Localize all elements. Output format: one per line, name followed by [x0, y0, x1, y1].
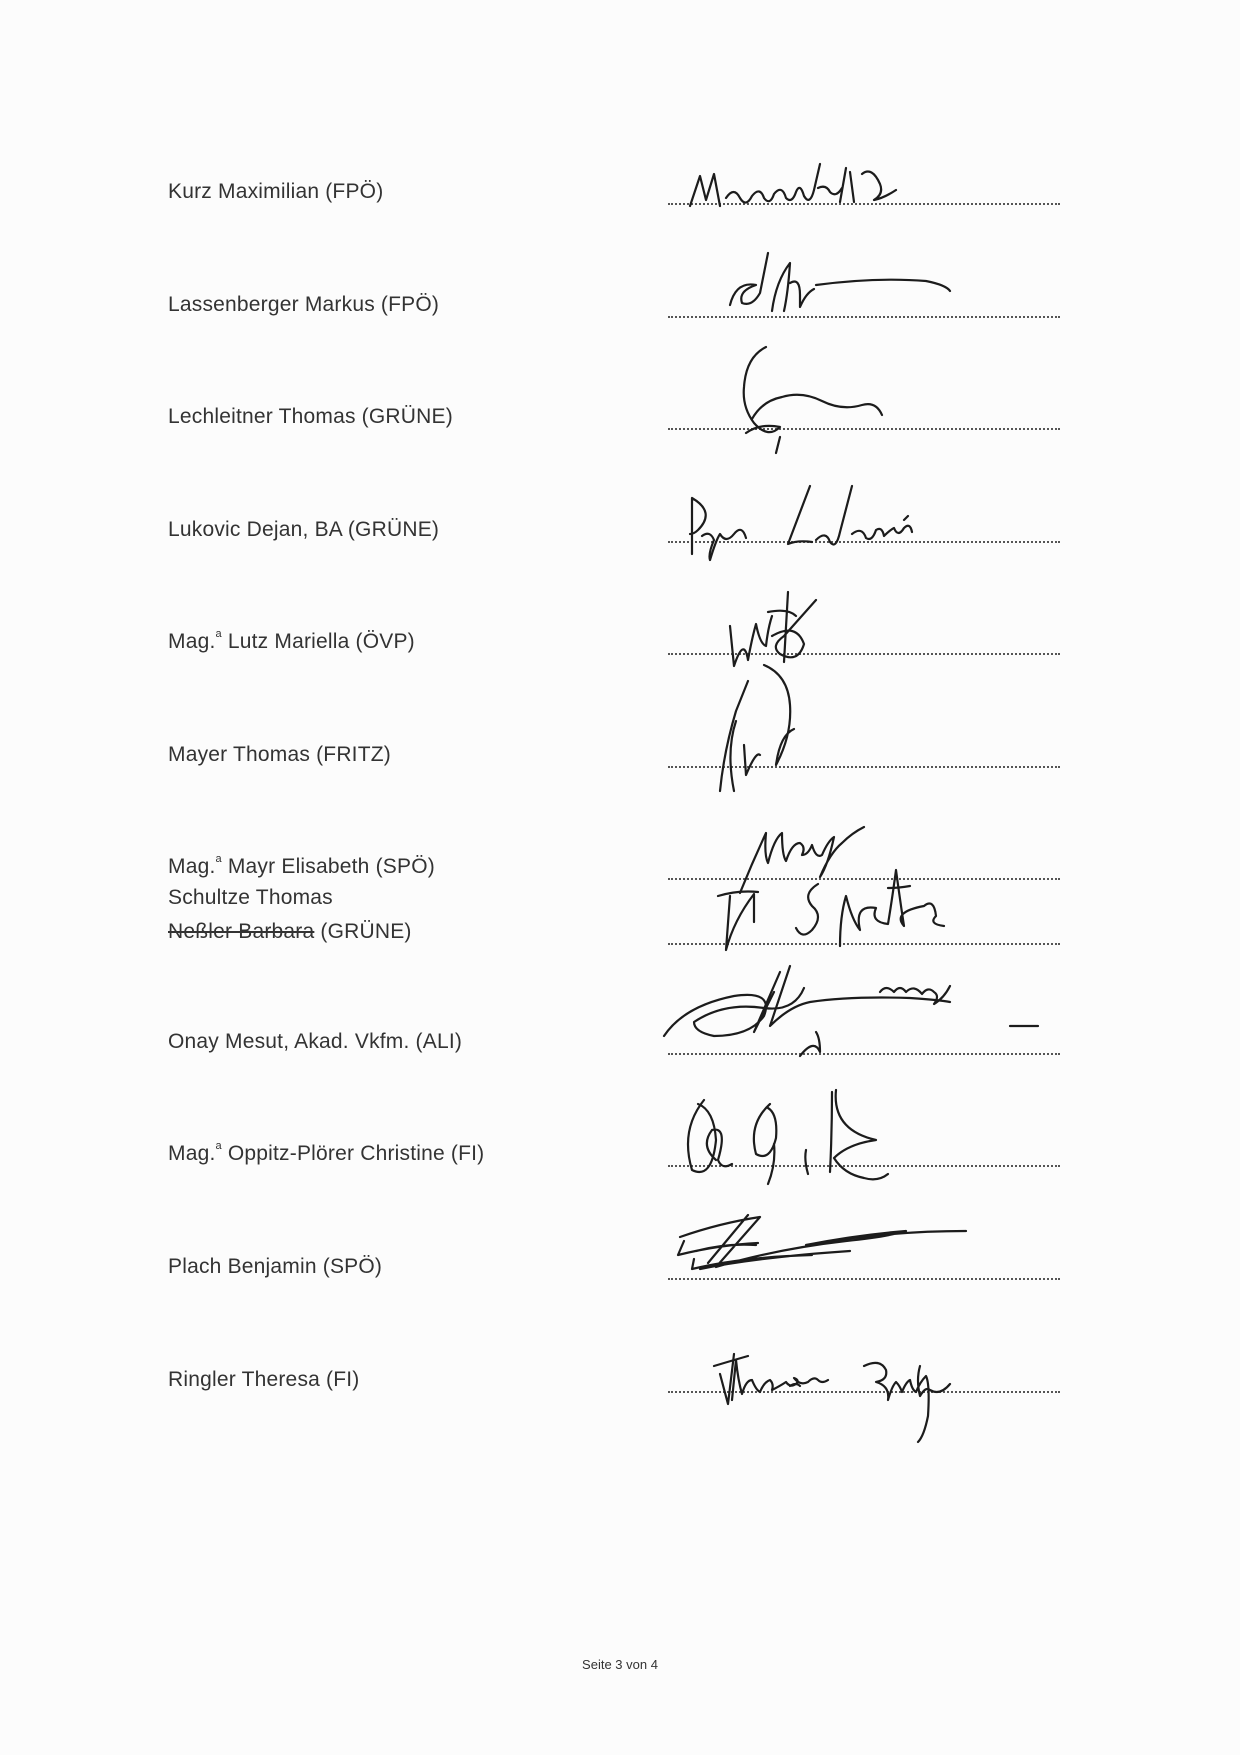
signatory-name: Plach Benjamin (SPÖ): [168, 1255, 383, 1278]
signatory-name: Mag.$^a$ Lutz Mariella (ÖVP): [168, 628, 415, 653]
handwritten-signature: [640, 552, 1080, 682]
handwritten-signature: [640, 1064, 1080, 1194]
handwritten-signature: [640, 665, 1080, 795]
signatory-name: Lechleitner Thomas (GRÜNE): [168, 405, 453, 428]
handwritten-signature: [640, 952, 1080, 1082]
struck-through-name: Neßler Barbara: [168, 920, 315, 943]
handwritten-signature: [640, 327, 1080, 457]
signatory-name: Onay Mesut, Akad. Vkfm. (ALI): [168, 1030, 463, 1053]
signatory-name: Lukovic Dejan, BA (GRÜNE): [168, 518, 440, 541]
signatory-name: Lassenberger Markus (FPÖ): [168, 293, 440, 316]
signatory-row: [0, 1340, 1240, 1420]
signatory-name: Schultze Thomas Neßler Barbara (GRÜNE): [168, 886, 412, 943]
handwritten-signature: [640, 440, 1080, 570]
page-number: Seite 3 von 4: [582, 1657, 658, 1672]
handwritten-signature: [640, 1177, 1080, 1307]
handwritten-signature: [640, 102, 1080, 232]
signatory-name: Mag.$^a$ Oppitz-Plörer Christine (FI): [168, 1140, 485, 1165]
signatory-name: Kurz Maximilian (FPÖ): [168, 180, 384, 203]
signatory-name: Ringler Theresa (FI): [168, 1368, 360, 1391]
signatory-name: Mag.$^a$ Mayr Elisabeth (SPÖ): [168, 853, 435, 878]
handwritten-signature: [640, 1290, 1080, 1420]
signatory-name: Mayer Thomas (FRITZ): [168, 743, 391, 766]
handwritten-signature: [640, 215, 1080, 345]
